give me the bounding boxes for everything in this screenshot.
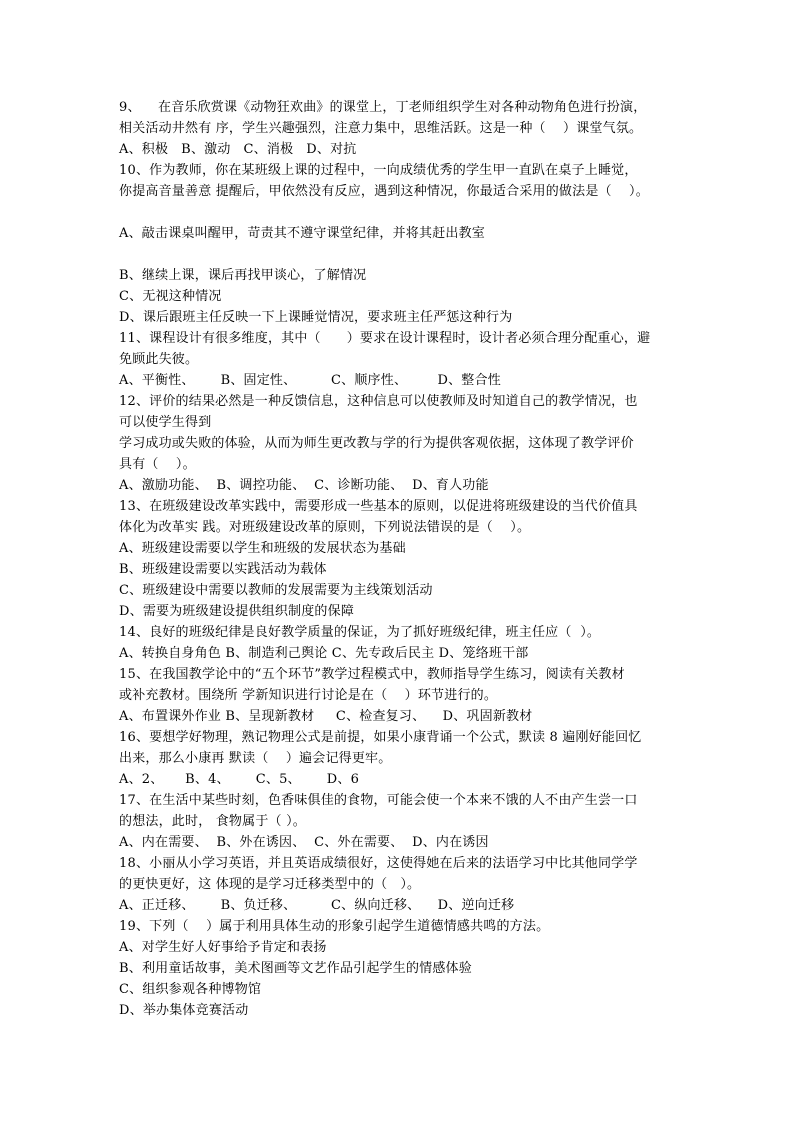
text-line: A、转换自身角色 B、制造利己舆论 C、先专政后民主 D、笼络班干部: [119, 646, 529, 661]
text-line: B、继续上课，课后再找甲谈心，了解情况: [119, 268, 367, 283]
text-line: 12、评价的结果必然是一种反馈信息，这种信息可以使教师及时知道自己的教学情况，也: [119, 394, 638, 409]
text-line: A、正迁移、 B、负迁移、 C、纵向迁移、 D、逆向迁移: [119, 898, 515, 913]
text-line: A、敲击课桌叫醒甲，苛责其不遵守课堂纪律，并将其赶出教室: [119, 226, 485, 241]
text-line: 19、下列（ ）属于利用具体生动的形象引起学生道德情感共鸣的方法。: [119, 919, 550, 934]
text-line: C、无视这种情况: [119, 289, 222, 304]
blank-line: [119, 244, 679, 265]
text-line: A、2、 B、4、 C、5、 D、6: [119, 772, 360, 787]
text-line: A、平衡性、 B、固定性、 C、顺序性、 D、整合性: [119, 373, 501, 388]
text-line: A、积极 B、激动 C、消极 D、对抗: [119, 142, 357, 157]
text-line: 13、在班级建设改革实践中，需要形成一些基本的原则，以促进将班级建设的当代价值具: [119, 499, 638, 514]
text-line: 的想法，此时， 食物属于（ ）。: [119, 814, 306, 829]
text-line: 17、在生活中某些时刻，色香味俱佳的食物，可能会使一个本来不饿的人不由产生尝一口: [119, 793, 638, 808]
text-line: D、课后跟班主任反映一下上课睡觉情况，要求班主任严惩这种行为: [119, 310, 513, 325]
text-line: 的更快更好，这 体现的是学习迁移类型中的（ ）。: [119, 877, 421, 892]
text-line: 学习成功或失败的体验，从而为师生更改教与学的行为提供客观依据，这体现了教学评价: [119, 436, 634, 451]
text-line: 或补充教材。围绕所 学新知识进行讨论是在（ ）环节进行的。: [119, 688, 498, 703]
text-line: 14、良好的班级纪律是良好教学质量的保证，为了抓好班级纪律，班主任应（ ）。: [119, 625, 601, 640]
text-line: 18、小丽从小学习英语，并且英语成绩很好，这使得她在后来的法语学习中比其他同学学: [119, 856, 638, 871]
text-line: 16、要想学好物理，熟记物理公式是前提，如果小康背诵一个公式，默读 8 遍刚好能回忆: [119, 730, 642, 745]
text-line: B、利用童话故事，美术图画等文艺作品引起学生的情感体验: [119, 961, 472, 976]
text-line: A、内在需要、 B、外在诱因、 C、外在需要、 D、内在诱因: [119, 835, 489, 850]
text-line: A、对学生好人好事给予肯定和表扬: [119, 940, 327, 955]
text-line: 出来，那么小康再 默读（ ）遍会记得更牢。: [119, 751, 392, 766]
text-line: 可以使学生得到: [119, 415, 212, 430]
text-line: D、举办集体竞赛活动: [119, 1003, 249, 1018]
text-line: A、班级建设需要以学生和班级的发展状态为基础: [119, 541, 406, 556]
text-line: 15、在我国教学论中的“五个环节”教学过程模式中，教师指导学生练习，阅读有关教材: [119, 667, 625, 682]
text-line: A、布置课外作业 B、呈现新教材 C、检查复习、 D、巩固新教材: [119, 709, 533, 724]
text-line: 你提高音量善意 提醒后，甲依然没有反应，遇到这种情况，你最适合采用的做法是（ ）。: [119, 184, 649, 199]
text-line: D、需要为班级建设提供组织制度的保障: [119, 604, 355, 619]
text-line: 10、作为教师，你在某班级上课的过程中，一向成绩优秀的学生甲一直趴在桌子上睡觉，: [119, 163, 638, 178]
text-line: A、激励功能、 B、调控功能、 C、诊断功能、 D、育人功能: [119, 478, 489, 493]
exam-page: [119, 97, 679, 1021]
text-line: 体化为改革实 践。对班级建设改革的原则，下列说法错误的是（ ）。: [119, 520, 531, 535]
text-line: C、组织参观各种博物馆: [119, 982, 262, 997]
text-line: C、班级建设中需要以教师的发展需要为主线策划活动: [119, 583, 433, 598]
text-line: 11、课程设计有很多维度，其中（ ）要求在设计课程时，设计者必须合理分配重心，避: [119, 331, 651, 346]
blank-line: [119, 202, 679, 223]
text-line: 具有（ ）。: [119, 457, 196, 472]
text-line: B、班级建设需要以实践活动为载体: [119, 562, 327, 577]
text-line: 免顾此失彼。: [119, 352, 199, 367]
text-line: 9、 在音乐欣赏课《动物狂欢曲》的课堂上，丁老师组织学生对各种动物角色进行扮演，: [119, 100, 647, 115]
text-line: 相关活动井然有 序，学生兴趣强烈，注意力集中，思维活跃。这是一种（ ）课堂气氛。: [119, 121, 643, 136]
